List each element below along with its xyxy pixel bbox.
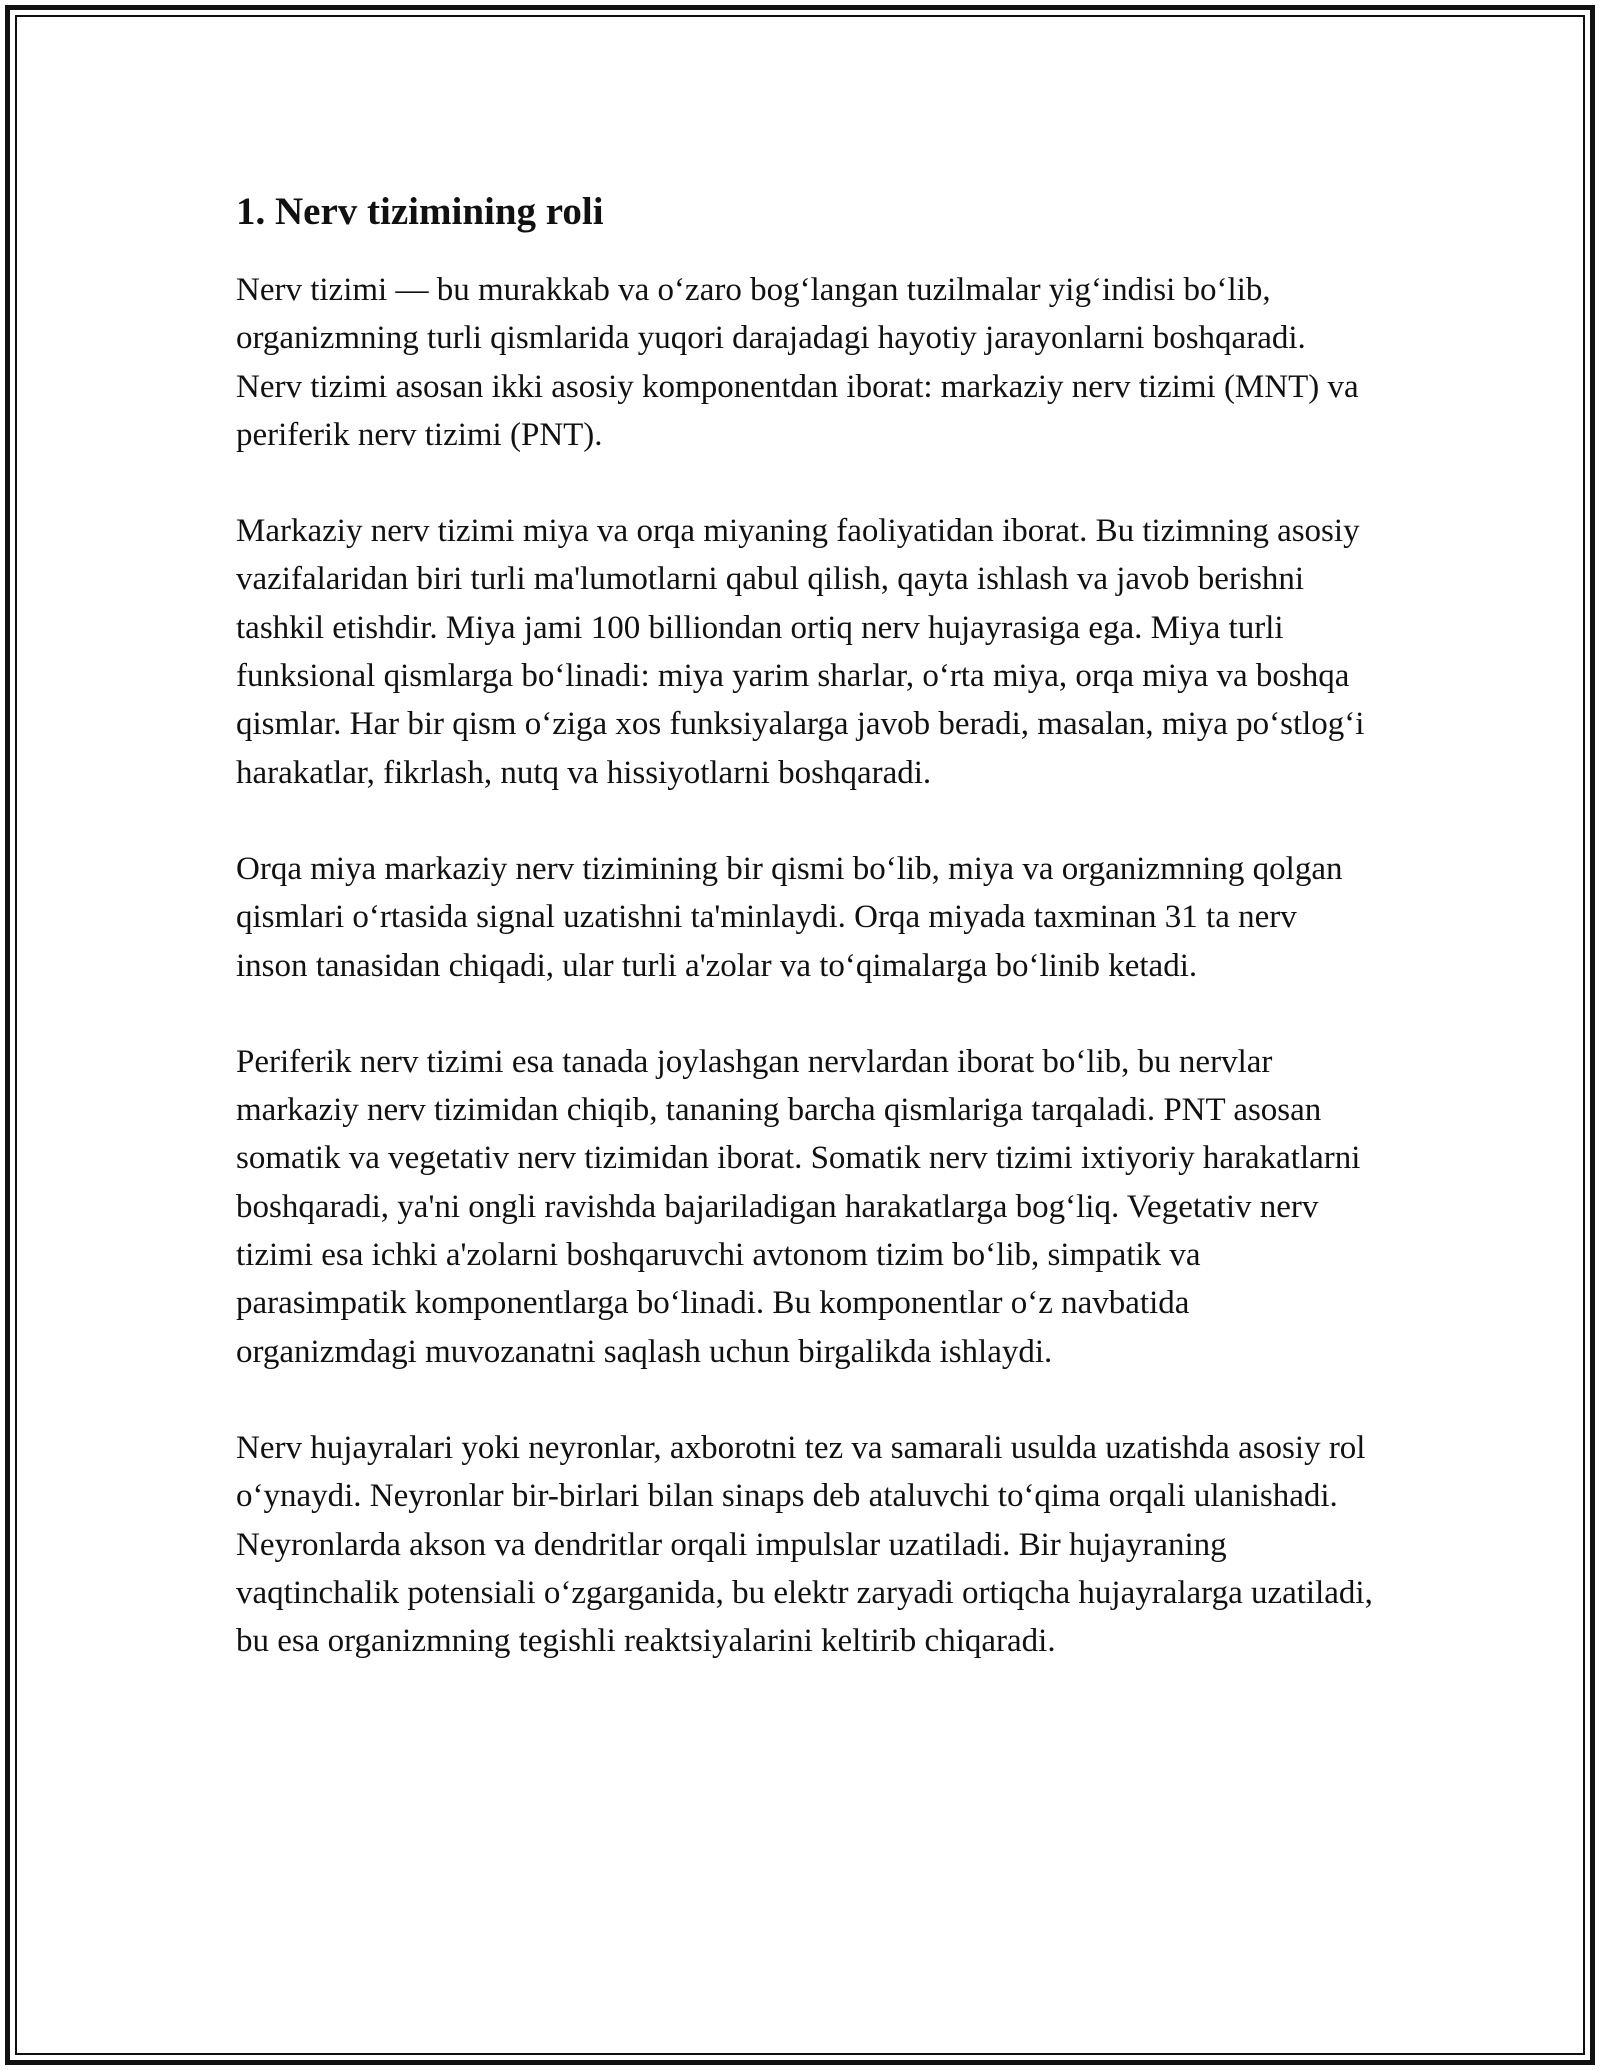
paragraph-spinal-cord: Orqa miya markaziy nerv tizimining bir qismi boʻlib, miya va organizmning qolgan qismlari oʻrtasida signal uzatishni ta'minlaydi. Orqa miyada taxminan 31 ta nerv inson tanasidan chiqadi, ular turli a'zolar va toʻqimalarga boʻlinib ketadi. [236,850,1343,984]
paragraph-peripheral-nervous-system: Periferik nerv tizimi esa tanada joylashgan nervlardan iborat boʻlib, bu nervlar markaziy nerv tizimidan chiqib, tananing barcha qismlariga tarqaladi. PNT asosan somatik va vegetativ nerv tizimidan iborat. Somatik nerv tizimi ixtiyoriy harakatlarni boshqaradi, ya'ni ongli ravishda bajariladigan harakatlarga bogʻliq. Vegetativ nerv tizimi esa ichki a'zolarni boshqaruvchi avtonom tizim boʻlib, simpatik va parasimpatik komponentlarga boʻlinadi. Bu komponentlar oʻz navbatida organizmdagi muvozanatni saqlash uchun birgalikda ishlaydi. [236,1043,1361,1370]
paragraph-nervous-system-overview: Nerv tizimi — bu murakkab va oʻzaro bogʻlangan tuzilmalar yigʻindisi boʻlib, organizmning turli qismlarida yuqori darajadagi hayotiy jarayonlarni boshqaradi. Nerv tizimi asosan ikki asosiy komponentdan iborat: markaziy nerv tizimi (MNT) va periferik nerv tizimi (PNT). [236,272,1359,453]
section-title: 1. Nerv tizimining roli [236,190,604,233]
paragraph-central-nervous-system: Markaziy nerv tizimi miya va orqa miyaning faoliyatidan iborat. Bu tizimning asosiy vazifalaridan biri turli ma'lumotlarni qabul qilish, qayta ishlash va javob berishni tashkil etishdir. Miya jami 100 billiondan ortiq nerv hujayrasiga ega. Miya turli funksional qismlarga boʻlinadi: miya yarim sharlar, oʻrta miya, orqa miya va boshqa qismlar. Har bir qism oʻziga xos funksiyalarga javob beradi, masalan, miya poʻstlogʻi harakatlar, fikrlash, nutq va hissiyotlarni boshqaradi. [236,513,1365,791]
paragraph-neurons: Nerv hujayralari yoki neyronlar, axborotni tez va samarali usulda uzatishda asosiy rol oʻynaydi. Neyronlar bir-birlari bilan sinaps deb ataluvchi toʻqima orqali ulanishadi. Neyronlarda akson va dendritlar orqali impulslar uzatiladi. Bir hujayraning vaqtinchalik potensiali oʻzgarganida, bu elektr zaryadi ortiqcha hujayralarga uzatiladi, bu esa organizmning tegishli reaktsiyalarini keltirib chiqaradi. [236,1429,1373,1660]
document-body [236,186,1376,1713]
